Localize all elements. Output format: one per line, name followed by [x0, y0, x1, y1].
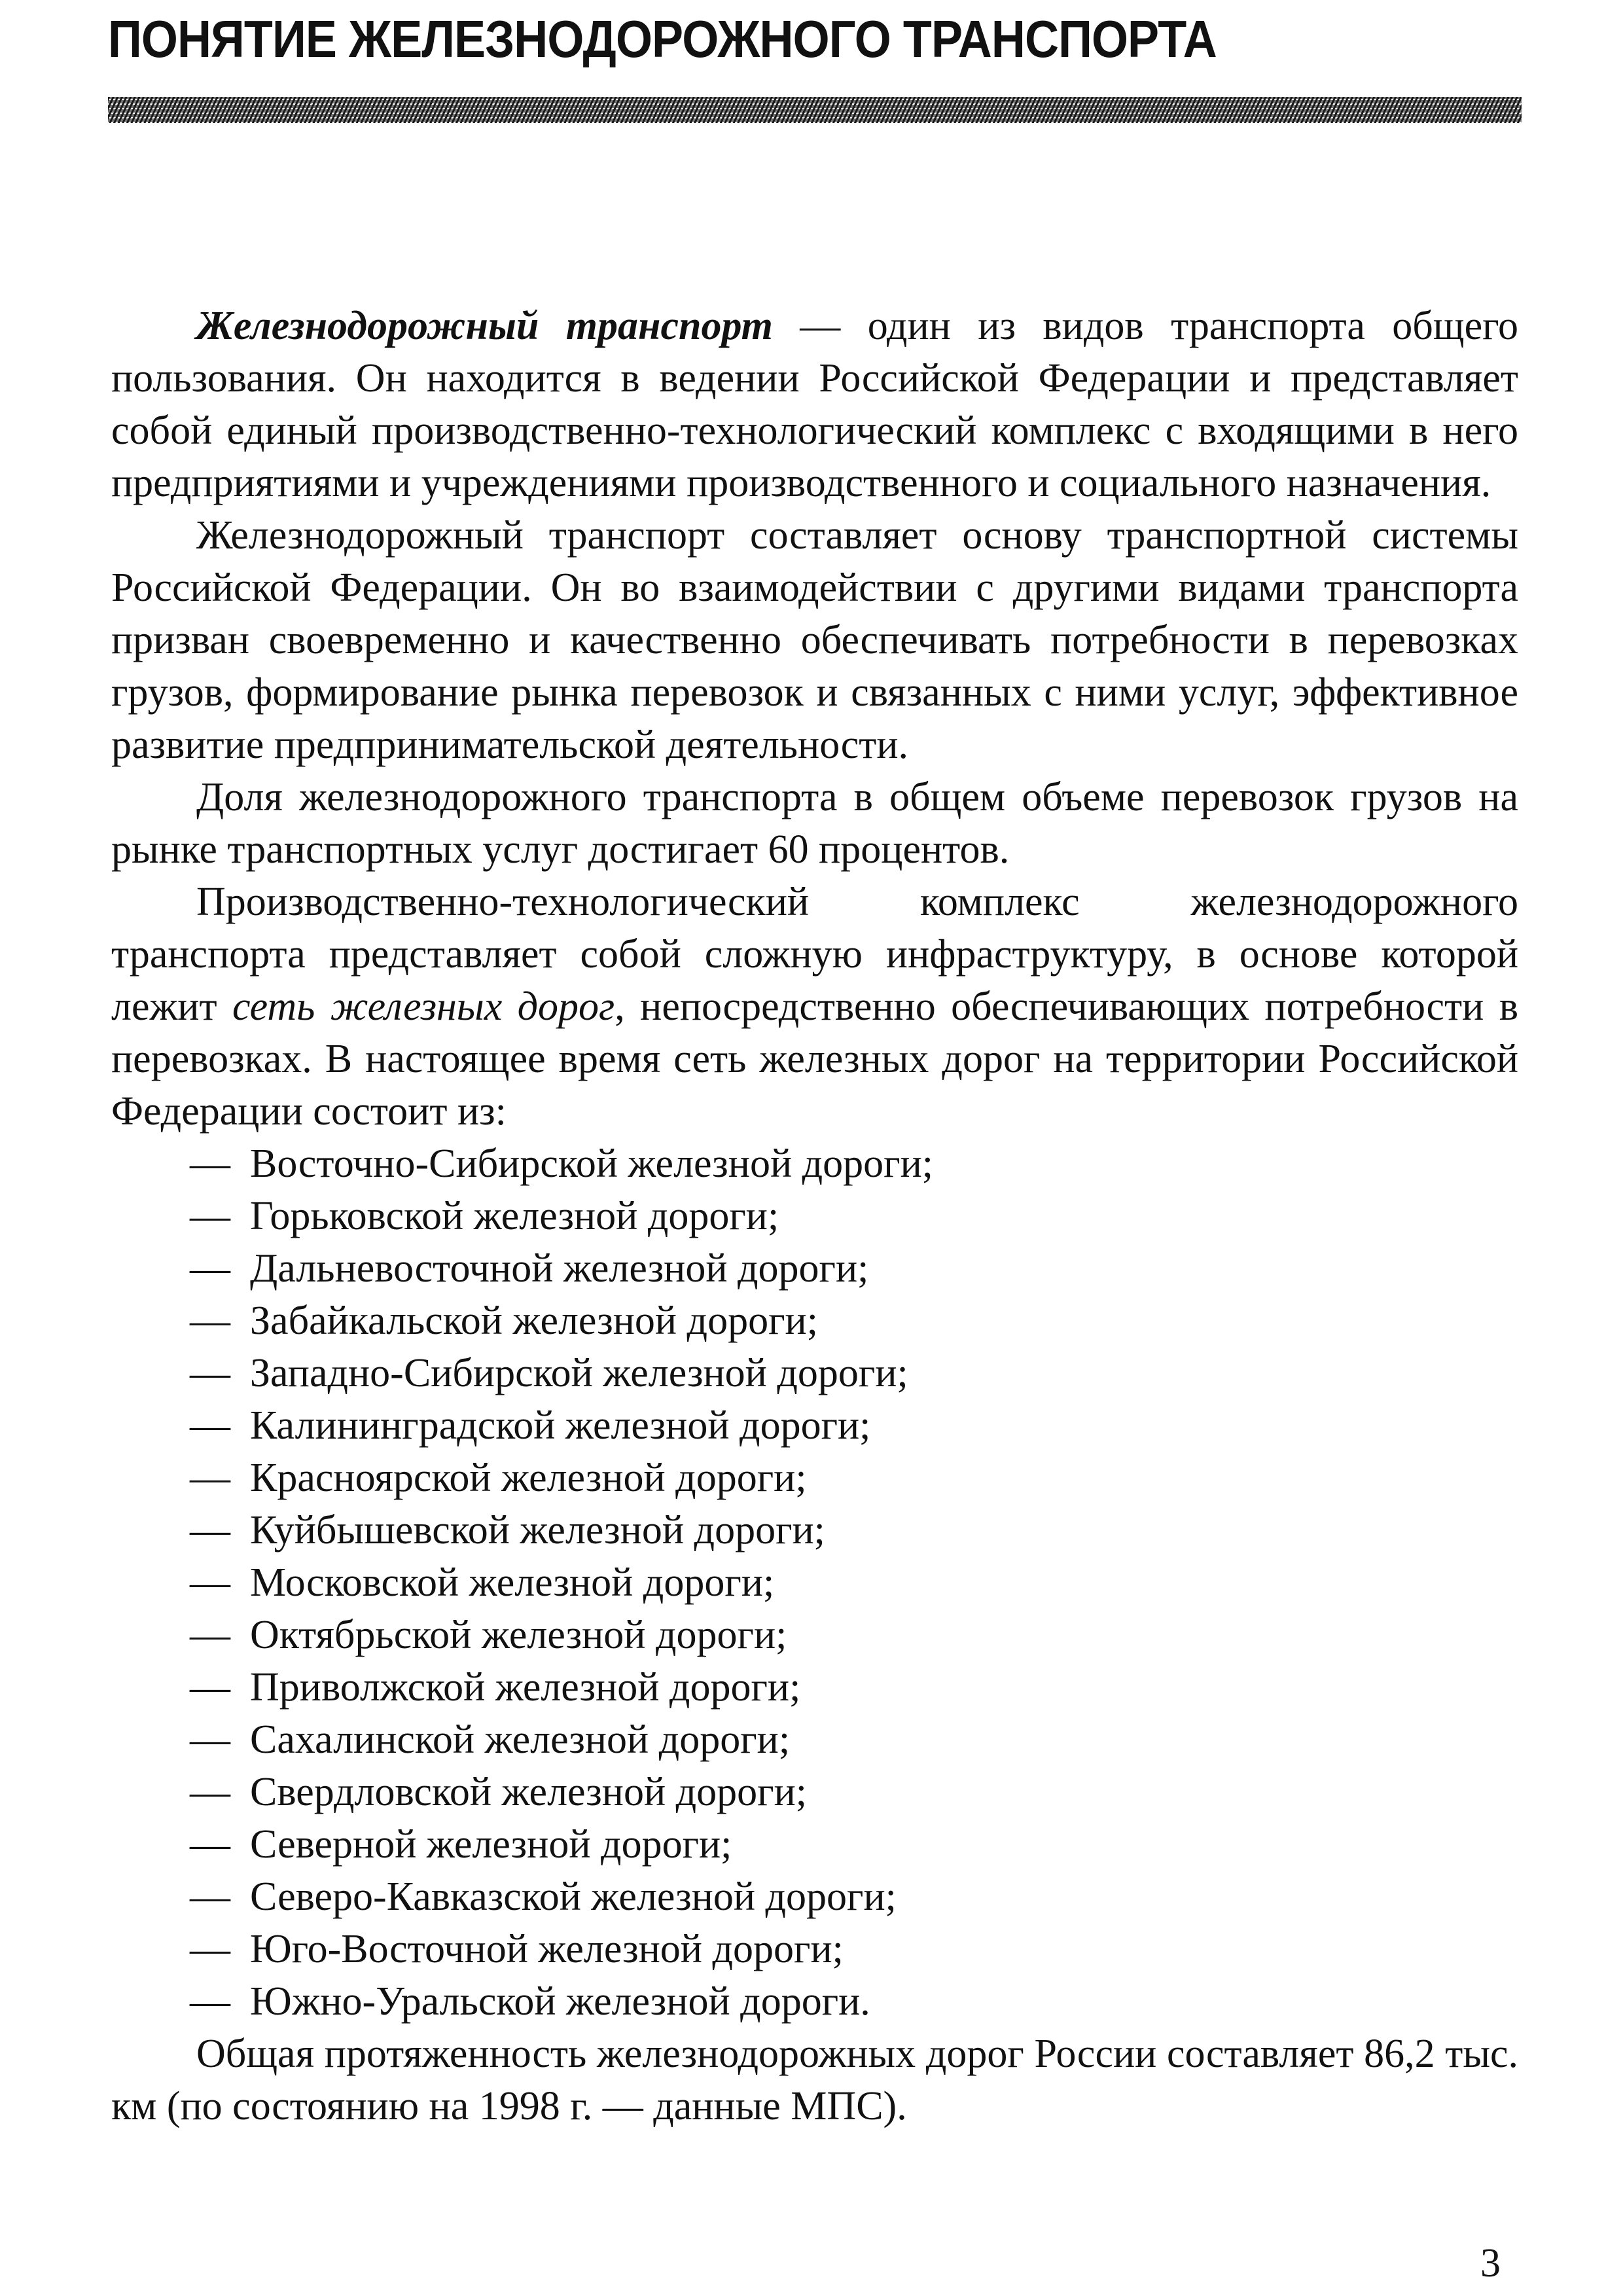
list-item-text: Свердловской железной дороги; [250, 1770, 808, 1814]
list-item-text: Северной железной дороги; [250, 1822, 732, 1867]
list-dash: — [190, 1665, 230, 1710]
list-item [190, 1609, 1518, 1661]
list-item-text: Московской железной дороги; [250, 1560, 775, 1605]
paragraph-network [111, 876, 1518, 1138]
list-item-text: Восточно-Сибирской железной дороги; [250, 1141, 934, 1186]
list-dash: — [190, 1613, 230, 1657]
list-item [190, 1661, 1518, 1713]
list-item [190, 1347, 1518, 1399]
list-item [190, 1713, 1518, 1766]
list-item [190, 1295, 1518, 1347]
list-dash: — [190, 1299, 230, 1343]
list-item-text: Забайкальской железной дороги; [250, 1299, 818, 1343]
list-item-text: Северо-Кавказской железной дороги; [250, 1874, 897, 1919]
list-item [190, 1190, 1518, 1242]
list-dash: — [190, 1351, 230, 1395]
list-item [190, 1399, 1518, 1452]
list-dash: — [190, 1141, 230, 1186]
page-number: 3 [1480, 2241, 1501, 2286]
list-item-text: Горьковской железной дороги; [250, 1194, 779, 1238]
list-dash: — [190, 1194, 230, 1238]
list-item-text: Дальневосточной железной дороги; [250, 1246, 869, 1291]
list-item-text: Южно-Уральской железной дороги. [250, 1979, 870, 2024]
list-item [190, 1504, 1518, 1556]
paragraph-network-text-end: , непосредственно обеспечивающих потребности в перевозках. В настоящее время сеть железных дорог на территории Российской Федерации состоит из: [111, 984, 1518, 1134]
list-item [190, 1138, 1518, 1190]
list-item [190, 1766, 1518, 1818]
list-dash: — [190, 1874, 230, 1919]
list-item-text: Западно-Сибирской железной дороги; [250, 1351, 908, 1395]
body-text [111, 300, 1518, 2132]
list-item [190, 1975, 1518, 2028]
paragraph-share: Доля железнодорожного транспорта в общем объеме перевозок грузов на рынке транспортных услуг достигает 60 процентов. [111, 775, 1518, 872]
list-item [190, 1452, 1518, 1504]
list-item [190, 1556, 1518, 1609]
paragraph-definition [111, 300, 1518, 509]
list-dash: — [190, 1246, 230, 1291]
list-dash: — [190, 1456, 230, 1500]
list-item-text: Куйбышевской железной дороги; [250, 1508, 825, 1552]
paragraph-definition-text: — один из видов транспорта общего пользования. Он находится в ведении Российской Федерации и представляет собой единый производственно-технологический комплекс с входящими в него предприятиями и учреждениями производственного и социального назначения. [111, 304, 1518, 505]
list-item [190, 1818, 1518, 1871]
railway-list [111, 1138, 1518, 2028]
title-underline-rule [108, 97, 1522, 123]
list-item-text: Калининградской железной дороги; [250, 1403, 871, 1448]
list-item [190, 1242, 1518, 1295]
list-item-text: Приволжской железной дороги; [250, 1665, 801, 1710]
paragraph-network-text-start: Производственно-технологический комплекс железнодорожного транспорта представляет собой сложную инфраструктуру, в основе которой лежит [111, 880, 1518, 1029]
paragraph-total-length: Общая протяженность железнодорожных дорог России составляет 86,2 тыс. км (по состоянию на 1998 г. — данные МПС). [111, 2032, 1518, 2128]
list-dash: — [190, 1560, 230, 1605]
paragraph-role: Железнодорожный транспорт составляет основу транспортной системы Российской Федерации. Он во взаимодействии с другими видами транспорта призван своевременно и качественно обеспечивать потребности в перевозках грузов, формирование рынка перевозок и связанных с ними услуг, эффективное развитие предпринимательской деятельности. [111, 513, 1518, 767]
list-dash: — [190, 1508, 230, 1552]
list-item-text: Юго-Восточной железной дороги; [250, 1927, 844, 1971]
list-item-text: Сахалинской железной дороги; [250, 1717, 791, 1762]
list-item-text: Красноярской железной дороги; [250, 1456, 807, 1500]
list-item-text: Октябрьской железной дороги; [250, 1613, 787, 1657]
page-title: ПОНЯТИЕ ЖЕЛЕЗНОДОРОЖНОГО ТРАНСПОРТА [108, 10, 1217, 68]
list-item [190, 1923, 1518, 1975]
list-dash: — [190, 1717, 230, 1762]
list-dash: — [190, 1979, 230, 2024]
list-dash: — [190, 1403, 230, 1448]
list-dash: — [190, 1770, 230, 1814]
list-dash: — [190, 1822, 230, 1867]
list-dash: — [190, 1927, 230, 1971]
defined-term: Железнодорожный транспорт [196, 304, 773, 348]
emphasis-railway-network: сеть железных дорог [232, 984, 615, 1029]
list-item [190, 1871, 1518, 1923]
